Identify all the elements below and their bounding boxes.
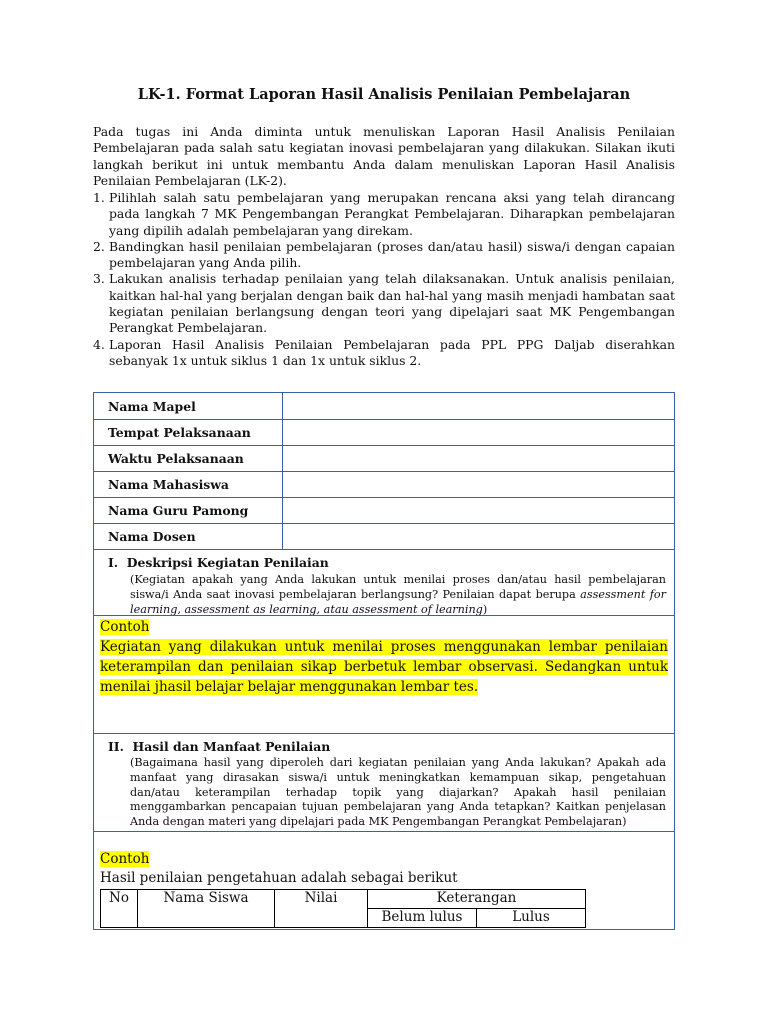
result-intro: Hasil penilaian pengetahuan adalah sebagai berikut bbox=[100, 870, 458, 886]
divider bbox=[94, 733, 674, 734]
list-item bbox=[93, 239, 675, 272]
section-1-description: (Kegiatan apakah yang Anda lakukan untuk menilai proses dan/atau hasil pembelajaran siswa/i Anda saat inovasi pembelajaran berlangsung? Penilaian dapat berupa assessment for learning, assessment as learning, atau assessment of learning) bbox=[130, 573, 666, 616]
field-label: Nama Mapel bbox=[108, 399, 196, 414]
instruction-list bbox=[93, 190, 675, 369]
document-title: LK-1. Format Laporan Hasil Analisis Penilaian Pembelajaran bbox=[137, 86, 631, 103]
score-table bbox=[100, 889, 586, 928]
table-subheader-fail: Belum lulus bbox=[368, 909, 477, 928]
list-number: 3. bbox=[93, 271, 105, 287]
section-2-heading bbox=[108, 739, 330, 754]
field-row-dosen bbox=[94, 523, 674, 550]
intro-paragraph: Pada tugas ini Anda diminta untuk menuliskan Laporan Hasil Analisis Penilaian Pembelajaran pada salah satu kegiatan inovasi pembelajaran yang dilakukan. Silakan ikuti langkah berikut ini untuk membantu Anda dalam menuliskan Laporan Hasil Analisis Penilaian Pembelajaran (LK-2). bbox=[93, 124, 675, 188]
example-label: Contoh bbox=[100, 619, 150, 635]
field-label: Nama Dosen bbox=[108, 529, 196, 544]
field-value-input[interactable] bbox=[282, 445, 674, 471]
list-number: 4. bbox=[93, 336, 105, 352]
list-item bbox=[93, 337, 675, 370]
field-label: Tempat Pelaksanaan bbox=[108, 425, 251, 440]
list-text: Bandingkan hasil penilaian pembelajaran (proses dan/atau hasil) siswa/i dengan capaian pembelajaran yang Anda pilih. bbox=[109, 238, 675, 271]
report-form bbox=[93, 392, 675, 930]
list-text: Pilihlah salah satu pembelajaran yang merupakan rencana aksi yang telah dirancang pada langkah 7 MK Pengembangan Perangkat Pembelajaran. Diharapkan pembelajaran yang dipilih adalah pembelajaran yang direkam. bbox=[109, 190, 675, 238]
list-item bbox=[93, 271, 675, 336]
field-label: Waktu Pelaksanaan bbox=[108, 451, 244, 466]
section-number: I. bbox=[108, 555, 119, 570]
table-row bbox=[101, 890, 586, 909]
section-number: II. bbox=[108, 739, 124, 754]
field-row-mahasiswa bbox=[94, 471, 674, 498]
field-label: Nama Mahasiswa bbox=[108, 477, 229, 492]
field-value-input[interactable] bbox=[282, 497, 674, 523]
example-text: Kegiatan yang dilakukan untuk menilai proses menggunakan lembar penilaian keterampilan dan penilaian sikap berbetuk lembar observasi. Sedangkan untuk menilai jhasil belajar belajar menggunakan lembar tes. bbox=[100, 639, 668, 695]
field-row-waktu bbox=[94, 445, 674, 472]
table-subheader-pass: Lulus bbox=[477, 909, 586, 928]
section-title: Hasil dan Manfaat Penilaian bbox=[132, 739, 331, 754]
example-label: Contoh bbox=[100, 851, 150, 867]
field-value-input[interactable] bbox=[282, 419, 674, 445]
field-label: Nama Guru Pamong bbox=[108, 503, 249, 518]
field-value-input[interactable] bbox=[282, 523, 674, 549]
section-1-heading bbox=[108, 555, 329, 570]
section-title: Deskripsi Kegiatan Penilaian bbox=[126, 555, 329, 570]
field-row-mapel bbox=[94, 393, 674, 420]
section-2-description: (Bagaimana hasil yang diperoleh dari kegiatan penilaian yang Anda lakukan? Apakah ada manfaat yang dirasakan siswa/i untuk meningkatkan kemampuan sikap, pengetahuan dan/atau keterampilan terhadap topik yang diajarkan? Apakah hasil penilaian menggambarkan pencapaian tujuan pembelajaran yang Anda tetapkan? Kaitkan penjelasan Anda dengan materi yang dipelajari pada MK Pengembangan Perangkat Pembelajaran) bbox=[130, 756, 666, 829]
table-header-score: Nilai bbox=[275, 890, 368, 928]
list-text: Laporan Hasil Analisis Penilaian Pembelajaran pada PPL PPG Daljab diserahkan sebanyak 1x untuk siklus 1 dan 1x untuk siklus 2. bbox=[109, 336, 675, 368]
field-row-tempat bbox=[94, 419, 674, 446]
list-item bbox=[93, 190, 675, 239]
list-text: Lakukan analisis terhadap penilaian yang telah dilaksanakan. Untuk analisis penilaian, kaitkan hal-hal yang berjalan dengan baik dan hal-hal yang masih menjadi hambatan saat kegiatan penilaian berlangsung dengan teori yang dipelajari saat MK Pengembangan Perangkat Pembelajaran. bbox=[109, 271, 675, 336]
field-row-guru bbox=[94, 497, 674, 524]
table-header-name: Nama Siswa bbox=[138, 890, 275, 928]
field-value-input[interactable] bbox=[282, 393, 674, 419]
divider bbox=[94, 615, 674, 616]
field-value-input[interactable] bbox=[282, 471, 674, 497]
table-header-no: No bbox=[101, 890, 138, 928]
list-number: 2. bbox=[93, 238, 105, 254]
divider bbox=[94, 831, 674, 832]
list-number: 1. bbox=[93, 190, 105, 205]
table-header-note: Keterangan bbox=[368, 890, 586, 909]
